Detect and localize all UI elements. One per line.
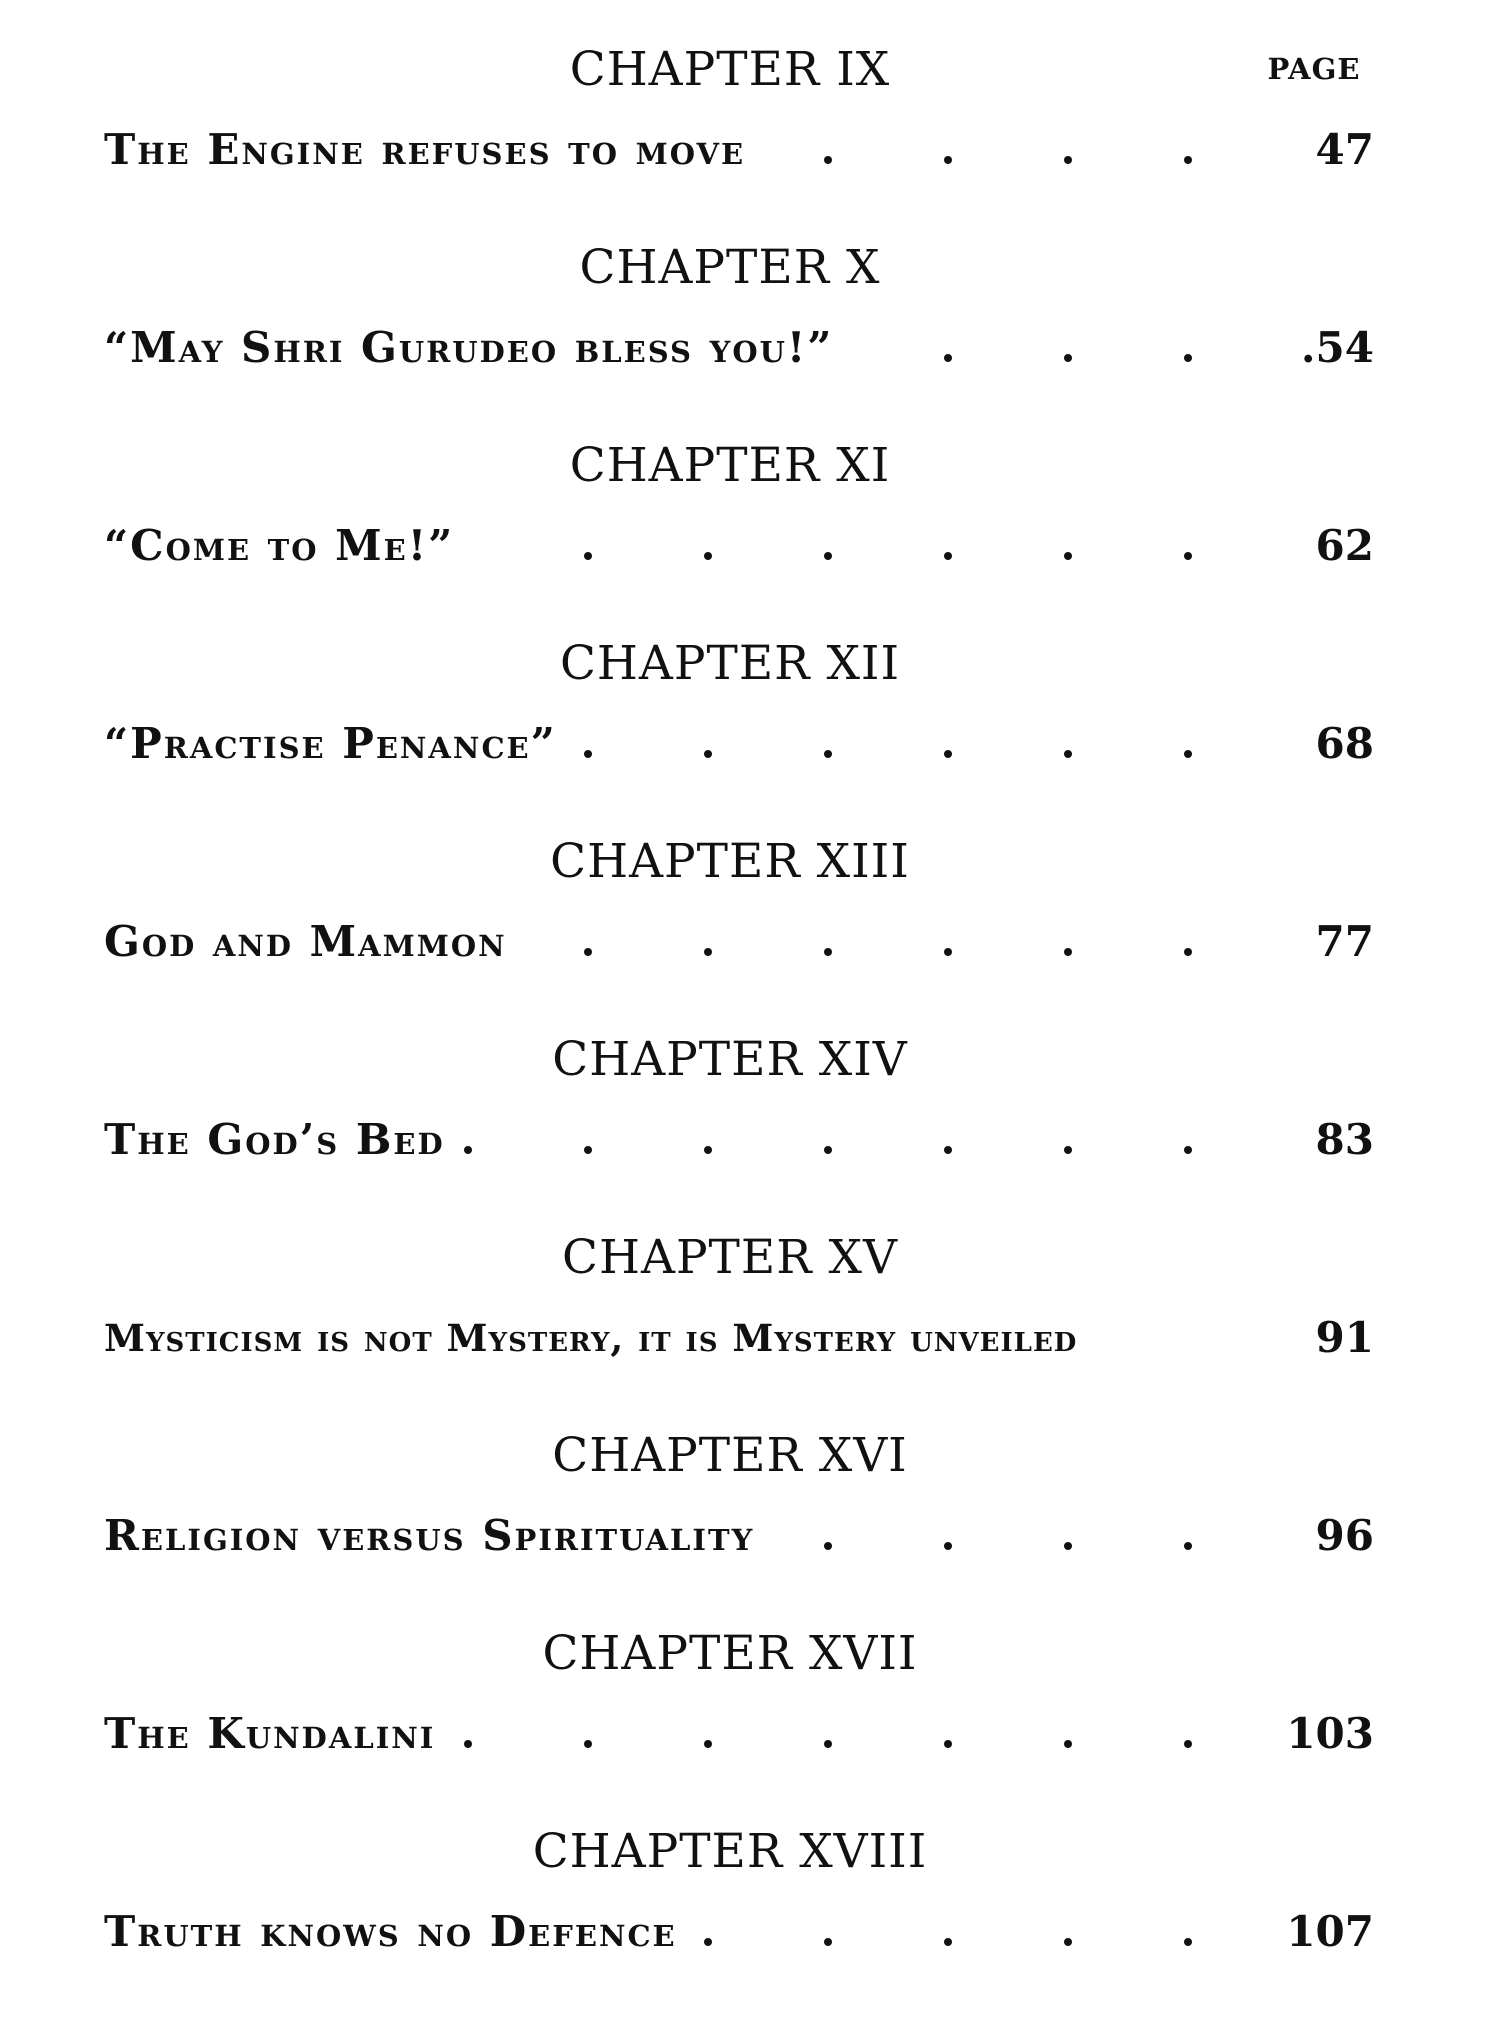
- toc-entry[interactable]: [104, 516, 1374, 576]
- leader-dot: [1184, 750, 1192, 758]
- leader-dot: [944, 552, 952, 560]
- chapter-title: The Kundalini: [104, 1709, 436, 1758]
- leader-dot: [1064, 1146, 1072, 1154]
- chapter-title: Religion versus Spirituality: [104, 1511, 755, 1560]
- leader-dot: [824, 750, 832, 758]
- dot-leader: [584, 912, 1304, 972]
- toc-entry[interactable]: [104, 318, 1374, 378]
- page-number: 96: [1315, 1511, 1374, 1560]
- leader-dot: [1184, 1542, 1192, 1550]
- leader-dot: [704, 750, 712, 758]
- dot-leader: [944, 318, 1304, 378]
- page-column-label: PAGE: [1267, 52, 1361, 86]
- leader-dot: [1184, 552, 1192, 560]
- chapter-16: [0, 1426, 1500, 1626]
- toc-entry[interactable]: [104, 1308, 1374, 1368]
- leader-dot: [1184, 948, 1192, 956]
- dot-leader: [584, 714, 1304, 774]
- leader-dot: [1064, 1542, 1072, 1550]
- leader-dot: [944, 156, 952, 164]
- page-number: 103: [1286, 1709, 1374, 1758]
- chapter-heading: CHAPTER XVIII: [532, 1824, 928, 1879]
- chapter-title: The Engine refuses to move: [104, 125, 746, 174]
- page-number: 107: [1286, 1907, 1374, 1956]
- chapter-heading: CHAPTER XVII: [542, 1626, 918, 1681]
- leader-dot: [824, 1938, 832, 1946]
- chapter-title: “Come to Me!”: [104, 521, 455, 570]
- page-number: 62: [1315, 521, 1374, 570]
- leader-dot: [1184, 1146, 1192, 1154]
- toc-entry[interactable]: [104, 1110, 1374, 1170]
- leader-dot: [944, 1542, 952, 1550]
- leader-dot: [704, 1938, 712, 1946]
- chapter-heading: CHAPTER XVI: [552, 1428, 908, 1483]
- leader-dot: [944, 354, 952, 362]
- chapter-heading: CHAPTER XV: [562, 1230, 898, 1285]
- chapter-heading: CHAPTER XIII: [550, 834, 910, 889]
- leader-dot: [584, 948, 592, 956]
- chapter-14: [0, 1030, 1500, 1230]
- toc-entry[interactable]: [104, 1704, 1374, 1764]
- chapter-17: [0, 1624, 1500, 1824]
- dot-leader: [584, 516, 1304, 576]
- chapter-12: [0, 634, 1500, 834]
- leader-dot: [824, 1542, 832, 1550]
- chapter-9: [0, 40, 1500, 240]
- leader-dot: [824, 1740, 832, 1748]
- page-number: 83: [1315, 1115, 1374, 1164]
- chapter-title: God and Mammon: [104, 917, 507, 966]
- leader-dot: [1184, 1740, 1192, 1748]
- chapter-heading: CHAPTER X: [579, 240, 881, 295]
- leader-dot: [584, 750, 592, 758]
- leader-dot: [464, 1146, 472, 1154]
- chapter-heading: CHAPTER XIV: [552, 1032, 908, 1087]
- chapter-title: The God’s Bed: [104, 1115, 445, 1164]
- toc-entry[interactable]: [104, 714, 1374, 774]
- leader-dot: [1184, 354, 1192, 362]
- leader-dot: [584, 552, 592, 560]
- leader-dot: [584, 1740, 592, 1748]
- chapter-15: [0, 1228, 1500, 1428]
- leader-dot: [1064, 156, 1072, 164]
- chapter-title: “Practise Penance”: [104, 719, 557, 768]
- dot-leader: [704, 1902, 1304, 1962]
- leader-dot: [1184, 156, 1192, 164]
- dot-leader: [824, 1506, 1304, 1566]
- leader-dot: [704, 552, 712, 560]
- dot-leader: [824, 120, 1304, 180]
- leader-dot: [824, 552, 832, 560]
- leader-dot: [704, 948, 712, 956]
- leader-dot: [1064, 552, 1072, 560]
- leader-dot: [464, 1740, 472, 1748]
- dot-leader: [464, 1110, 1304, 1170]
- toc-entry[interactable]: [104, 120, 1374, 180]
- leader-dot: [824, 948, 832, 956]
- chapter-title: Mysticism is not Mystery, it is Mystery unveiled: [104, 1316, 1078, 1360]
- leader-dot: [1064, 1740, 1072, 1748]
- chapter-13: [0, 832, 1500, 1032]
- leader-dot: [944, 1146, 952, 1154]
- leader-dot: [824, 156, 832, 164]
- leader-dot: [944, 1938, 952, 1946]
- chapter-18: [0, 1822, 1500, 2022]
- leader-dot: [1064, 948, 1072, 956]
- leader-dot: [1184, 1938, 1192, 1946]
- toc-entry[interactable]: [104, 1902, 1374, 1962]
- dot-leader: [464, 1704, 1304, 1764]
- toc-entry[interactable]: [104, 912, 1374, 972]
- leader-dot: [944, 1740, 952, 1748]
- chapter-heading: CHAPTER XI: [569, 438, 891, 493]
- page-number: 91: [1315, 1313, 1374, 1362]
- leader-dot: [704, 1740, 712, 1748]
- leader-dot: [944, 948, 952, 956]
- toc-entry[interactable]: [104, 1506, 1374, 1566]
- chapter-11: [0, 436, 1500, 636]
- chapter-heading: CHAPTER XII: [559, 636, 901, 691]
- leader-dot: [584, 1146, 592, 1154]
- chapter-title: Truth knows no Defence: [104, 1907, 677, 1956]
- page-number: 47: [1315, 125, 1374, 174]
- chapter-title: “May Shri Gurudeo bless you!”: [104, 323, 834, 372]
- chapter-10: [0, 238, 1500, 438]
- leader-dot: [1064, 750, 1072, 758]
- leader-dot: [824, 1146, 832, 1154]
- leader-dot: [1064, 354, 1072, 362]
- page-number: 77: [1315, 917, 1374, 966]
- chapter-heading: CHAPTER IX: [569, 42, 891, 97]
- leader-dot: [1064, 1938, 1072, 1946]
- page-number: 68: [1315, 719, 1374, 768]
- leader-dot: [704, 1146, 712, 1154]
- page-number: .54: [1300, 323, 1374, 372]
- leader-dot: [944, 750, 952, 758]
